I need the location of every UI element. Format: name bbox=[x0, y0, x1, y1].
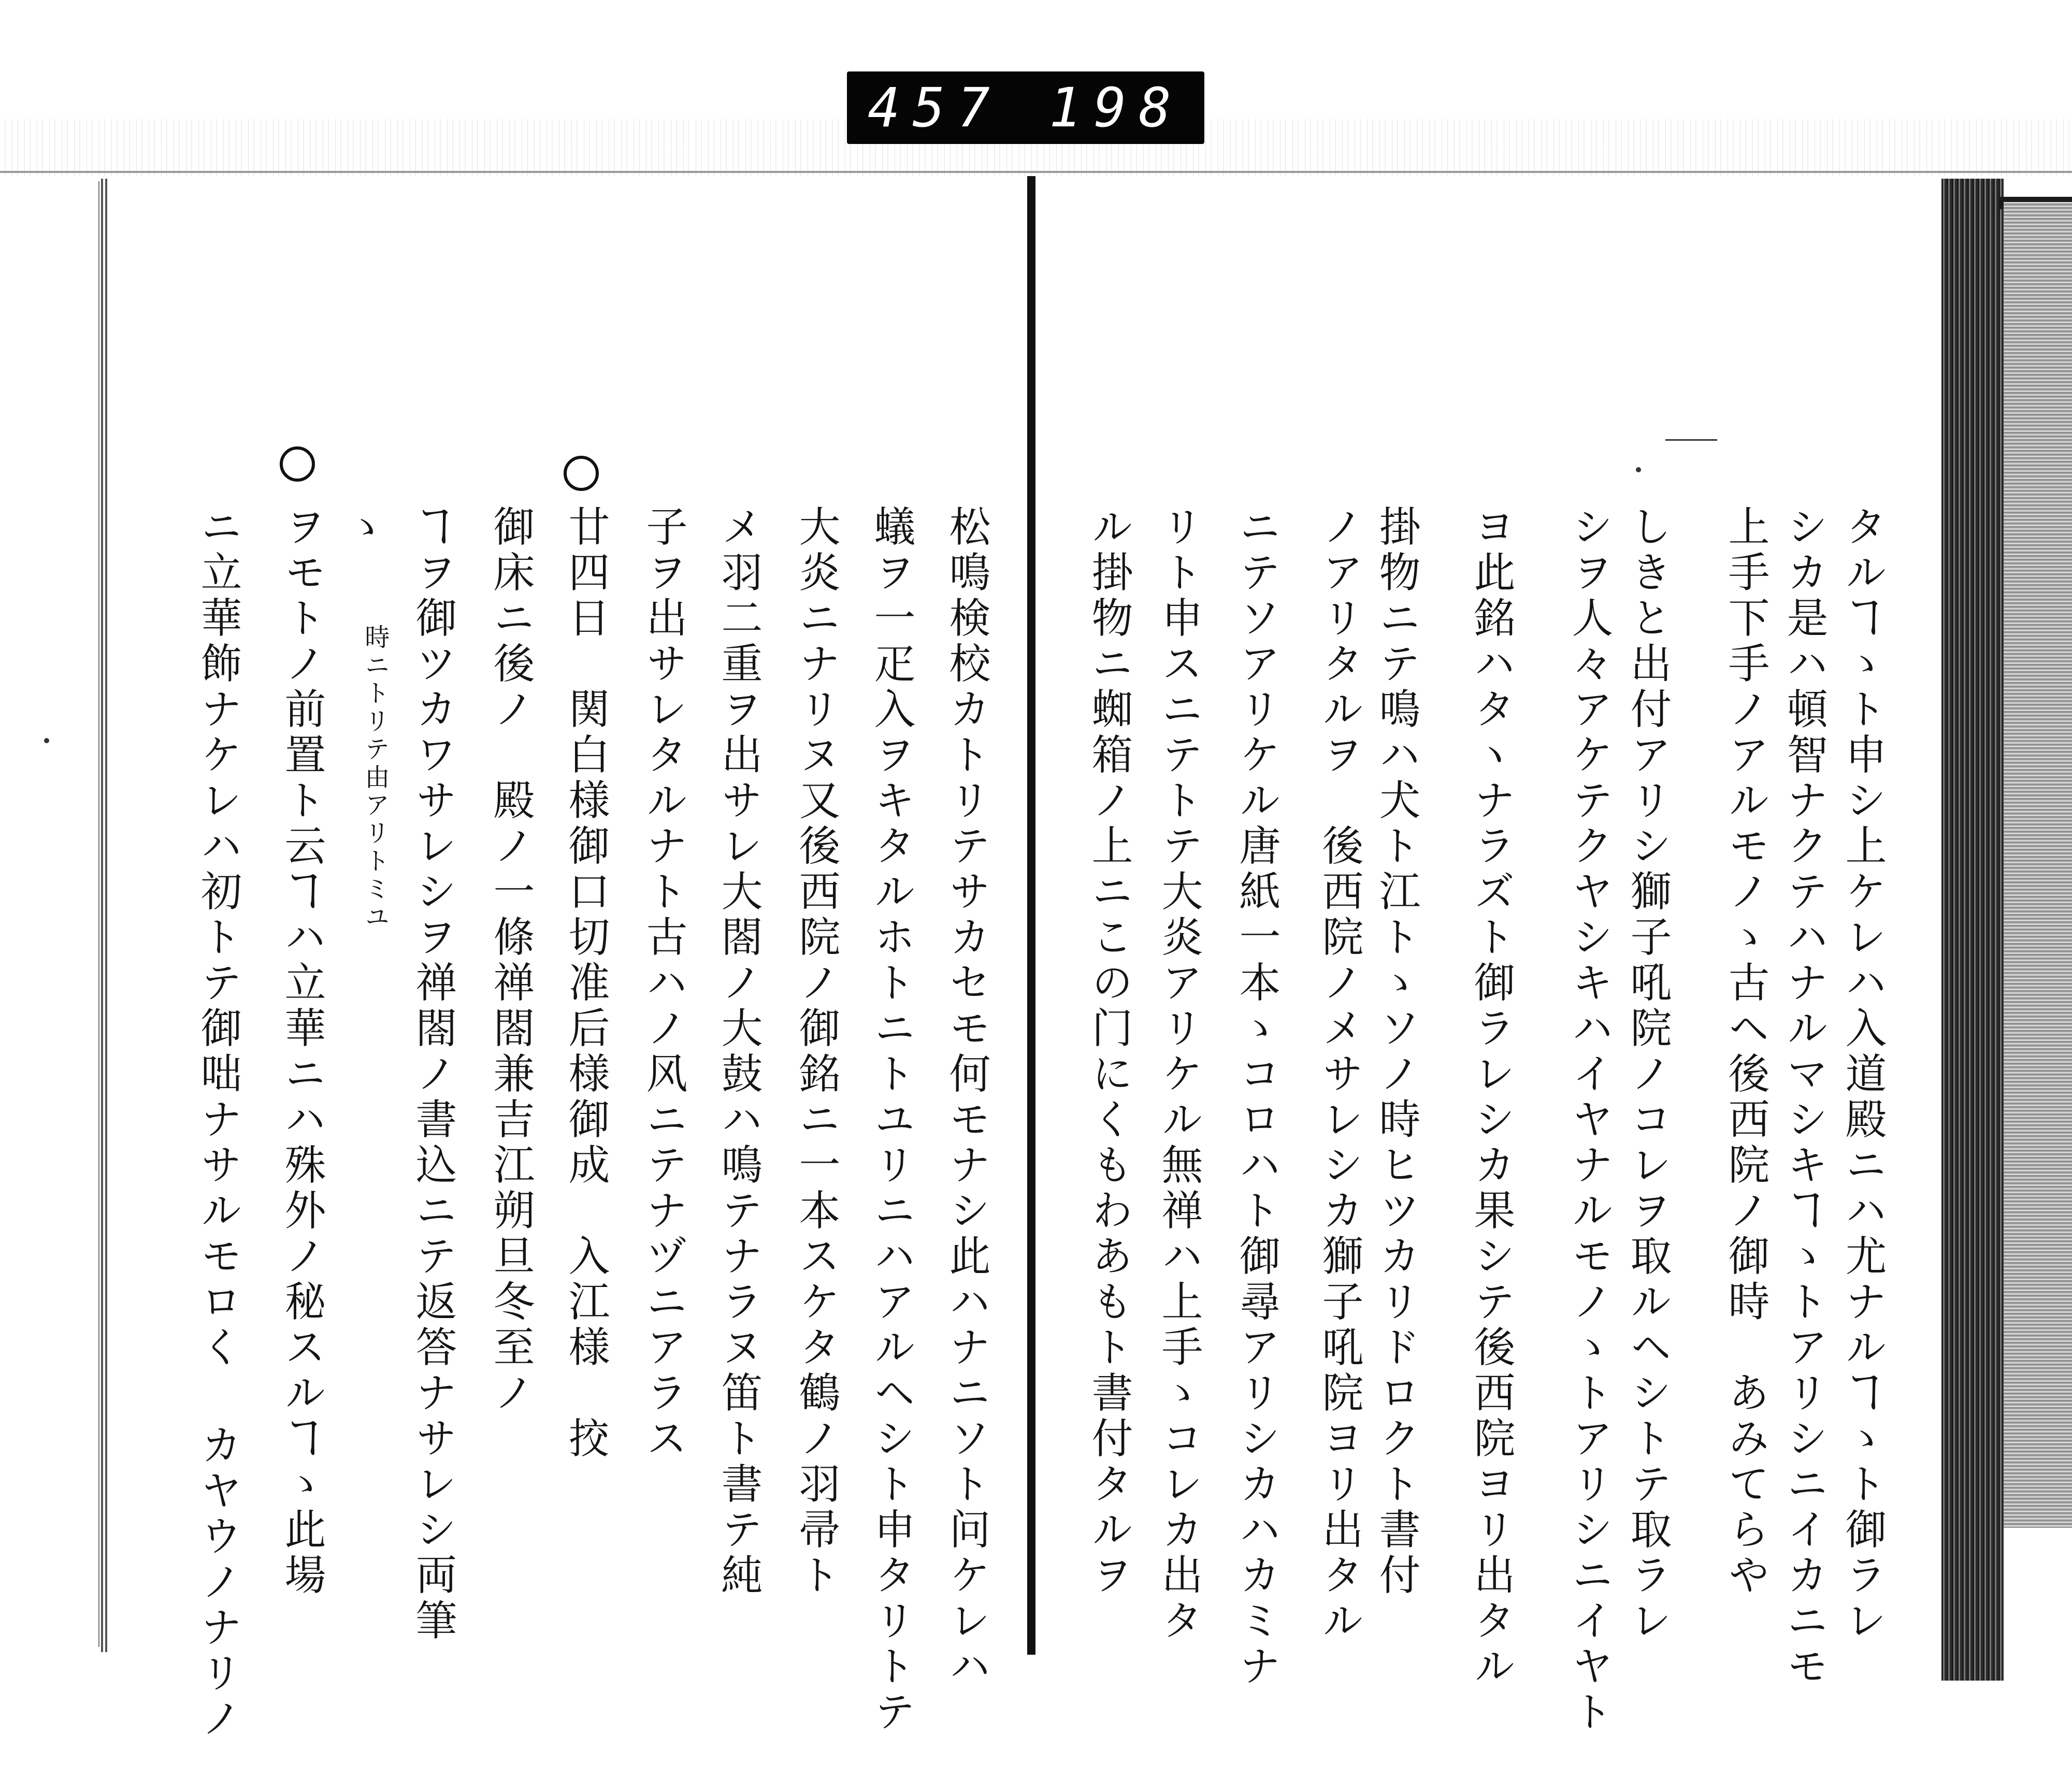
right-column-10: リト申スニテトテ大炎アリケル無禅ハ上手ゝコレカ出タ bbox=[1155, 505, 1203, 1644]
book-gutter bbox=[1027, 176, 1035, 1655]
entry-circle-mark bbox=[564, 456, 599, 491]
page-top-edge bbox=[0, 171, 2072, 173]
left-column-1: 松鳴検校カトリテサカセモ何モナシ此ハナニソト问ケレハ bbox=[942, 505, 990, 1690]
left-column-6: 廿四日 関白様御口切准后様御成 入江様 挍 bbox=[562, 505, 610, 1462]
right-column-5: シヲ人々アケテクヤシキハイヤナルモノゝトアリシニイヤト bbox=[1565, 505, 1613, 1735]
frame-number-label bbox=[847, 71, 1204, 144]
right-column-9: ニテソアリケル唐紙一本ゝコロハト御尋アリシカハカミナ bbox=[1232, 505, 1280, 1690]
scan-mark bbox=[1665, 439, 1717, 441]
left-note: 時ニトリテ由アリトミユ bbox=[361, 624, 390, 932]
left-column-2: 蟻ヲ一疋入ヲキタルホトニトユリニハアルヘシト申タリトテ bbox=[867, 505, 915, 1735]
left-column-7: 御床ニ後ノ 殿ノ一條禅閤兼吉江朔旦冬至ノ bbox=[486, 505, 535, 1416]
entry-circle-mark bbox=[280, 446, 315, 482]
scan-speck bbox=[1636, 467, 1641, 472]
left-column-9: ゝ bbox=[339, 505, 387, 551]
right-page-edge bbox=[1941, 179, 2004, 1681]
left-column-10: ヲモトノ前置ト云ヿハ立華ニハ殊外ノ秘スルヿゝ此場 bbox=[278, 505, 326, 1599]
left-column-8: ヿヲ御ツカワサレシヲ禅閤ノ書込ニテ返答ナサレシ両筆 bbox=[409, 505, 457, 1644]
left-column-3: 大炎ニナリヌ又後西院ノ御銘ニ一本スケタ鶴ノ羽帚ト bbox=[792, 505, 840, 1599]
left-column-4: メ羽二重ヲ出サレ大閤ノ大鼓ハ鳴テナラヌ笛ト書テ純 bbox=[714, 505, 762, 1599]
right-column-3: 上手下手ノアルモノゝ古ヘ後西院ノ御時 あみてらや bbox=[1721, 505, 1769, 1599]
right-column-8: ノアリタルヲ 後西院ノメサレシカ獅子吼院ヨリ出タル bbox=[1315, 505, 1363, 1644]
right-column-6: ヨ此銘ハタヽナラズト御ラレシカ果シテ後西院ヨリ出タル bbox=[1467, 505, 1515, 1690]
frame-number-right: 198 bbox=[1049, 76, 1184, 139]
scan-speck bbox=[44, 738, 49, 743]
left-column-11: ニ立華飾ナケレハ初トテ御咄ナサルモロく カヤウノナリノ bbox=[194, 505, 242, 1742]
right-column-11: ル掛物ニ蜘箱ノ上ニこの门にくもわあもト書付タルヲ bbox=[1085, 505, 1133, 1599]
right-column-7: 掛物ニテ鳴ハ犬ト江トゝソノ時ヒツカリドロクト書付 bbox=[1372, 505, 1420, 1599]
right-scan-noise bbox=[2004, 202, 2072, 1528]
left-column-5: 子ヲ出サレタルナト古ハノ风ニテナヅニアラス bbox=[639, 505, 687, 1462]
right-column-1: タルヿゝト申シ上ケレハ入道殿ニハ尤ナルヿゝト御ラレ bbox=[1838, 505, 1887, 1644]
frame-number-left: 457 bbox=[868, 76, 1002, 139]
right-column-4: しきと出付アリシ獅子吼院ノコレヲ取ルヘシトテ取ラレ bbox=[1623, 505, 1672, 1644]
right-column-2: シカ是ハ頓智ナクテハナルマシキヿゝトアリシニイカニモ bbox=[1780, 505, 1828, 1690]
